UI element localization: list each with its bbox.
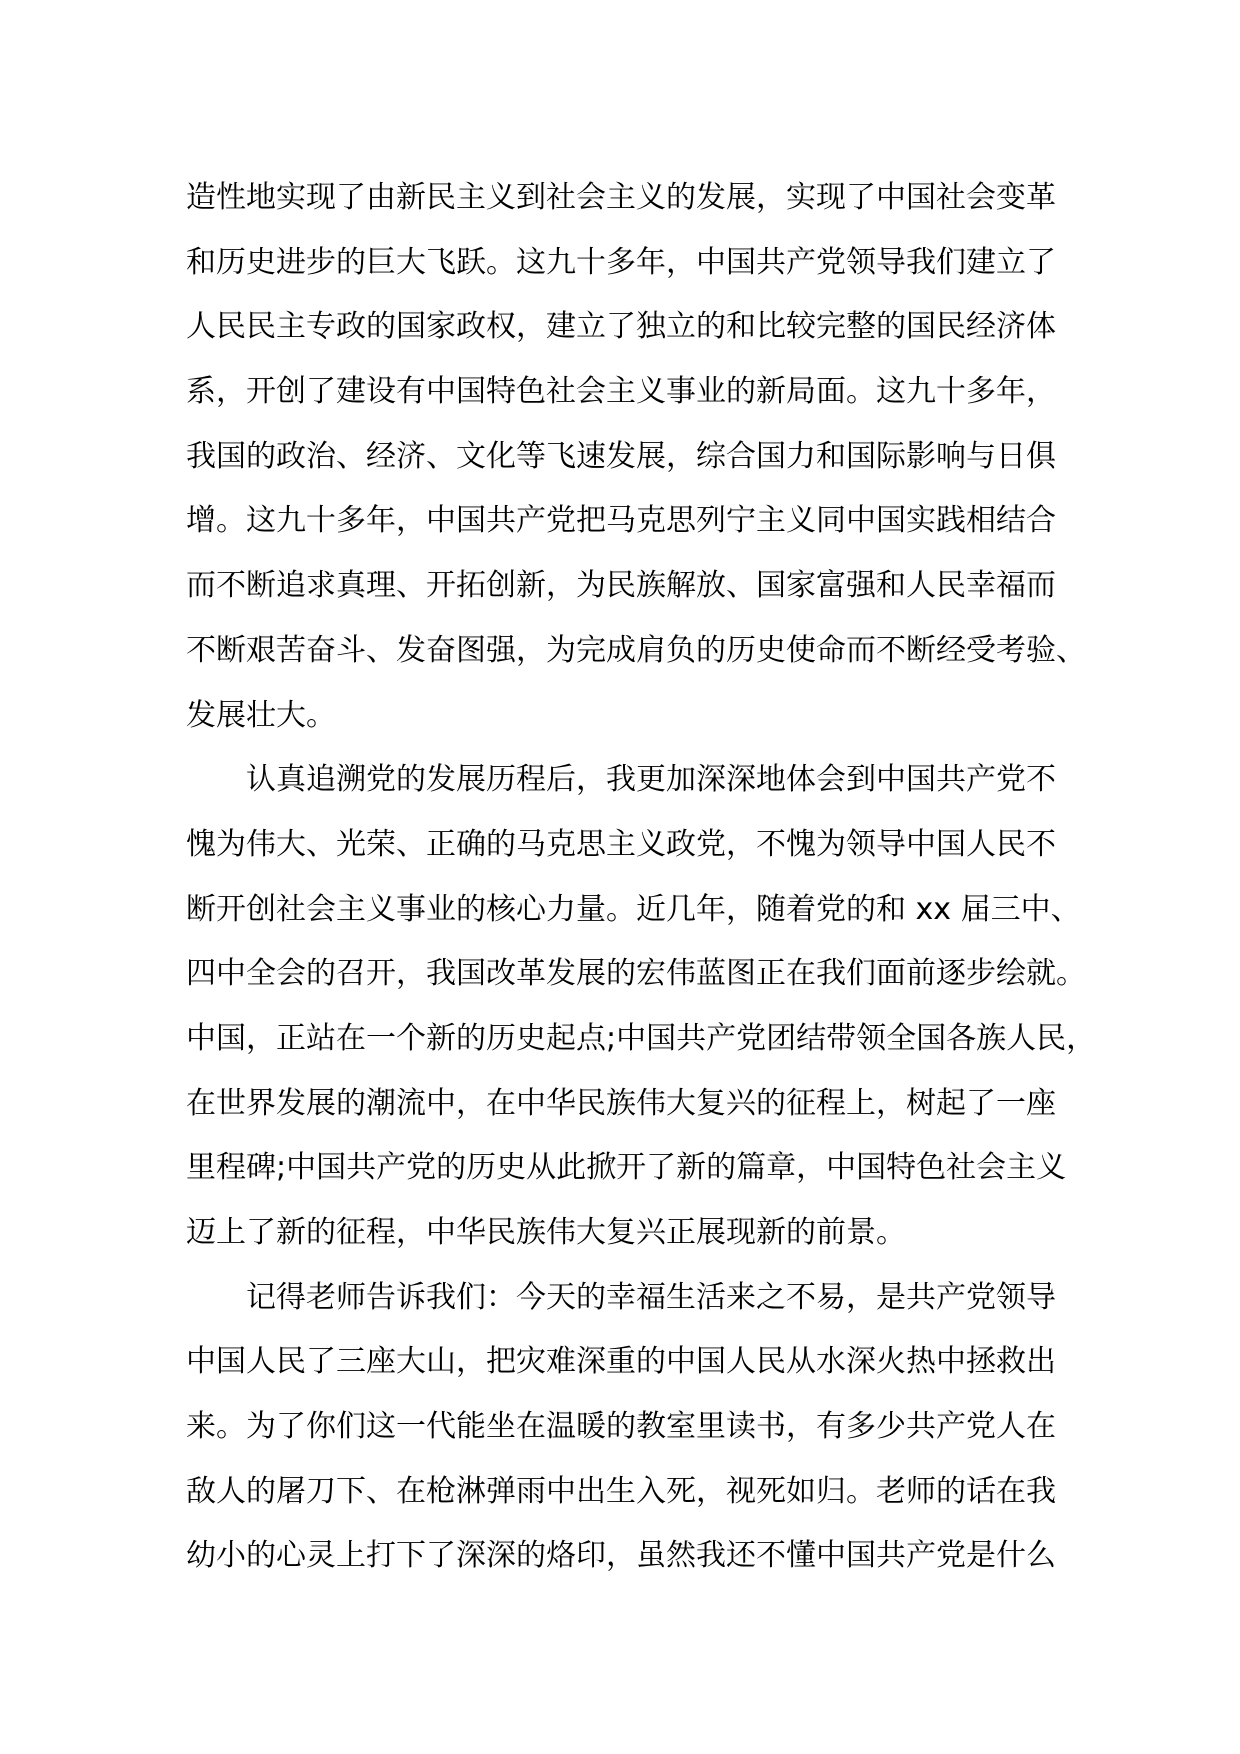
document-body: [186, 166, 1106, 1589]
paragraph-start-line: 认真追溯党的发展历程后，我更加深深地体会到中国共产党不: [246, 762, 1056, 798]
paragraph-start-line: 记得老师告诉我们：今天的幸福生活来之不易，是共产党领导: [246, 1279, 1056, 1315]
text-line: 敌人的屠刀下、在枪淋弹雨中出生入死，视死如归。老师的话在我: [186, 1473, 1056, 1509]
text-line: 不断艰苦奋斗、发奋图强，为完成肩负的历史使命而不断经受考验、: [186, 632, 1086, 668]
text-line: 我国的政治、经济、文化等飞速发展，综合国力和国际影响与日俱: [186, 438, 1056, 474]
text-line: 和历史进步的巨大飞跃。这九十多年，中国共产党领导我们建立了: [186, 244, 1056, 280]
text-line: 中国人民了三座大山，把灾难深重的中国人民从水深火热中拯救出: [186, 1344, 1056, 1380]
text-line: 发展壮大。: [186, 697, 336, 733]
text-line: 幼小的心灵上打下了深深的烙印，虽然我还不懂中国共产党是什么: [186, 1538, 1056, 1574]
text-line: 中国，正站在一个新的历史起点;中国共产党团结带领全国各族人民，: [186, 1020, 1097, 1056]
text-line: 人民民主专政的国家政权，建立了独立的和比较完整的国民经济体: [186, 309, 1056, 345]
text-line: 而不断追求真理、开拓创新，为民族解放、国家富强和人民幸福而: [186, 568, 1056, 604]
text-line: 迈上了新的征程，中华民族伟大复兴正展现新的前景。: [186, 1215, 906, 1250]
text-line: 在世界发展的潮流中，在中华民族伟大复兴的征程上，树起了一座: [186, 1085, 1056, 1121]
text-line: 四中全会的召开，我国改革发展的宏伟蓝图正在我们面前逐步绘就。: [186, 956, 1086, 992]
text-line: 增。这九十多年，中国共产党把马克思列宁主义同中国实践相结合: [186, 503, 1056, 539]
text-line: 里程碑;中国共产党的历史从此掀开了新的篇章，中国特色社会主义: [186, 1150, 1067, 1186]
text-line: 断开创社会主义事业的核心力量。近几年，随着党的和 xx 届三中、: [186, 891, 1081, 927]
text-line: 系，开创了建设有中国特色社会主义事业的新局面。这九十多年，: [186, 374, 1056, 410]
text-line: 来。为了你们这一代能坐在温暖的教室里读书，有多少共产党人在: [186, 1409, 1056, 1445]
text-line: 愧为伟大、光荣、正确的马克思主义政党，不愧为领导中国人民不: [186, 826, 1056, 862]
text-line: 造性地实现了由新民主义到社会主义的发展，实现了中国社会变革: [186, 180, 1056, 215]
